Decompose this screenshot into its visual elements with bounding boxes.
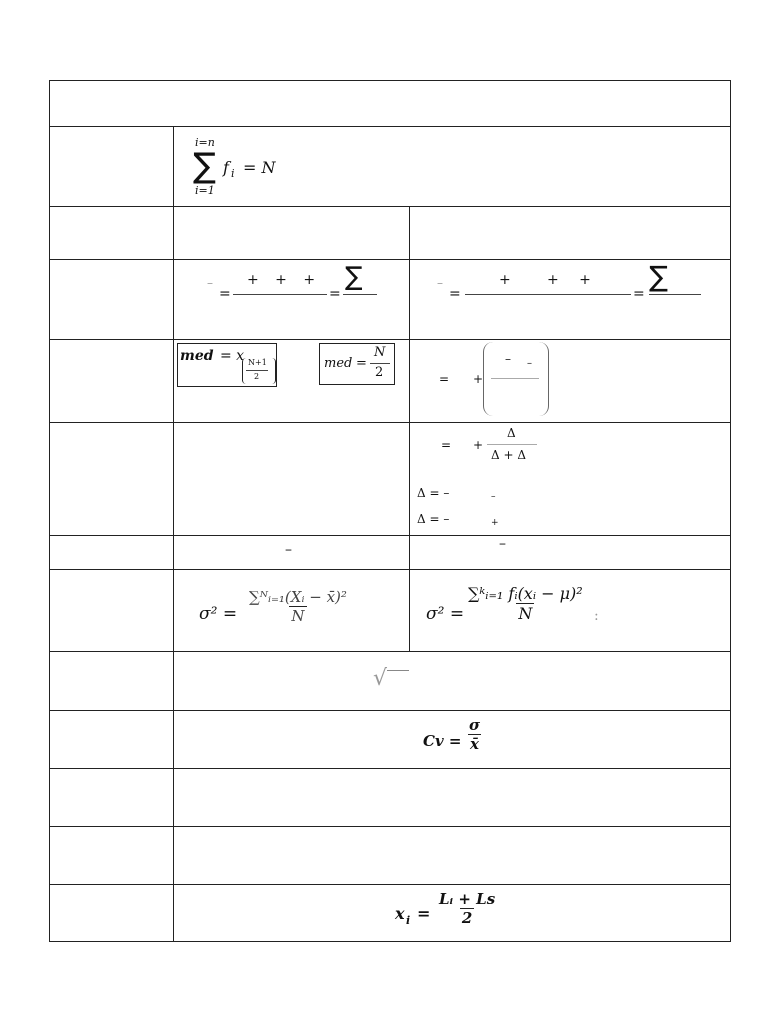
row-divider <box>49 259 731 260</box>
mode-eq: = <box>441 438 452 452</box>
std-dev-root-bar <box>387 670 409 671</box>
mode-delta2: Δ = – <box>417 512 450 526</box>
median-grouped-dash: – <box>505 352 511 366</box>
coef-var-formula <box>423 716 523 766</box>
variance-grouped-formula <box>426 582 626 642</box>
class-mark-lhs: x <box>395 904 405 923</box>
row-divider <box>49 826 731 827</box>
sigma-symbol: ∑ <box>193 146 216 186</box>
variance-grouped-frac <box>466 584 585 623</box>
median-even-box <box>319 343 395 385</box>
range-right: – <box>499 536 506 552</box>
median-even-lhs: med <box>324 356 353 371</box>
variance-grouped-den: N <box>518 604 533 623</box>
mean-grouped-sigma-line <box>649 294 701 295</box>
class-mark-formula <box>395 888 545 938</box>
mode-num: Δ <box>507 426 516 440</box>
sum-lower-limit: i=1 <box>195 184 215 197</box>
mean-grouped-plus2: + + <box>547 272 599 288</box>
median-odd-frac-line <box>246 370 268 371</box>
mean-grouped-fraction-line <box>465 294 631 295</box>
variance-pop-den: N <box>291 607 305 625</box>
row-divider <box>49 941 731 942</box>
mean-eq2: = <box>329 286 341 302</box>
col-divider <box>409 206 410 651</box>
median-odd-den: 2 <box>254 372 260 381</box>
mean-grouped-eq2: = <box>633 286 645 302</box>
col-divider <box>173 126 174 942</box>
variance-pop-frac <box>247 588 349 625</box>
median-grouped-formula <box>439 342 579 420</box>
range-left: – <box>285 542 292 558</box>
mode-sub1: – <box>491 492 496 502</box>
median-odd-box <box>177 343 277 387</box>
mode-plus: + <box>473 438 484 452</box>
median-even-eq: = <box>356 356 367 371</box>
row-divider <box>49 80 731 81</box>
class-mark-sub: i <box>406 914 411 927</box>
coef-var-num: σ <box>469 716 481 734</box>
row-divider <box>49 768 731 769</box>
variance-grouped-num: ∑ᵏᵢ₌₁ fᵢ(xᵢ − μ)² <box>468 584 583 603</box>
variance-pop-lhs: σ² = <box>199 604 238 624</box>
row-divider <box>49 126 731 127</box>
mean-grouped-bar: – <box>437 276 443 290</box>
variance-grouped-tail: : <box>594 608 599 624</box>
coef-var-lhs: Cv = <box>423 732 462 750</box>
median-even-num: N <box>374 345 386 360</box>
median-odd-eq: = x <box>220 348 245 364</box>
mean-grouped-sigma: ∑ <box>649 260 668 293</box>
median-odd-num: N+1 <box>248 358 267 367</box>
col-divider <box>730 80 731 942</box>
sum-upper-limit: i=n <box>195 136 215 149</box>
class-mark-eq: = <box>417 904 431 923</box>
sum-body: f <box>223 158 229 177</box>
class-mark-num: Lᵢ + Ls <box>439 890 496 908</box>
mean-sigma-line <box>343 294 377 295</box>
median-grouped-dash2: – <box>527 358 532 369</box>
row-divider <box>49 651 731 652</box>
median-odd-lhs: med <box>180 348 214 364</box>
coef-var-den: x̄ <box>470 735 479 753</box>
sum-rhs: = N <box>243 158 276 177</box>
mean-grouped-formula <box>437 260 707 312</box>
mean-ungrouped-formula <box>207 262 387 312</box>
variance-pop-num: ∑ᴺᵢ₌₁(Xᵢ − x̄)² <box>249 588 347 606</box>
sum-body-sub: i <box>231 167 235 180</box>
mean-plus: + + + <box>247 272 322 288</box>
row-divider <box>49 206 731 207</box>
row-divider <box>49 535 731 536</box>
mean-fraction-line <box>233 294 327 295</box>
mode-delta1: Δ = – <box>417 486 450 500</box>
class-mark-frac <box>437 890 497 927</box>
row-divider <box>49 569 731 570</box>
median-grouped-eq: = <box>439 372 450 386</box>
median-grouped-paren <box>483 342 549 416</box>
row-divider <box>49 884 731 885</box>
row-divider <box>49 422 731 423</box>
median-grouped-plus: + <box>473 372 484 386</box>
std-dev-root-sign: √ <box>373 666 388 691</box>
mode-den: Δ + Δ <box>491 448 527 462</box>
row-divider <box>49 710 731 711</box>
mode-sub2: + <box>491 518 499 528</box>
median-even-frac-line <box>370 363 390 364</box>
coef-var-frac <box>467 716 482 753</box>
median-grouped-frac-line <box>491 378 539 379</box>
formula-table <box>49 80 731 942</box>
col-divider <box>49 80 50 942</box>
median-even-den: 2 <box>375 365 384 380</box>
sum-frequency-formula <box>195 136 305 200</box>
mode-grouped-formula <box>413 424 573 532</box>
mean-grouped-plus1: + <box>499 272 511 288</box>
mode-frac-line <box>487 444 537 445</box>
variance-population-formula <box>199 586 399 642</box>
mean-eq1: = <box>219 286 231 302</box>
row-divider <box>49 339 731 340</box>
std-dev-root <box>373 666 387 691</box>
mean-sigma: ∑ <box>345 262 363 292</box>
class-mark-den: 2 <box>461 909 473 927</box>
mean-grouped-eq1: = <box>449 286 461 302</box>
variance-grouped-lhs: σ² = <box>426 604 465 624</box>
mean-bar: – <box>207 276 213 290</box>
